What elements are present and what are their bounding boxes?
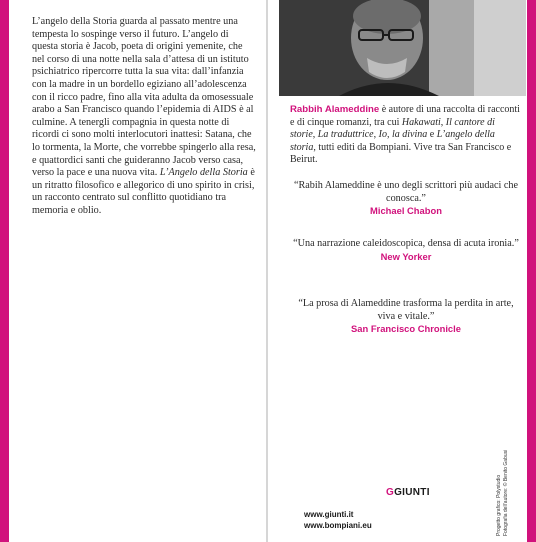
giunti-logo-icon: G	[386, 487, 395, 498]
flap-fold-line	[266, 0, 268, 542]
quote-block	[290, 180, 522, 218]
bio-book-title: Hakawati	[401, 116, 441, 128]
url-giunti[interactable]: www.giunti.it	[304, 510, 354, 519]
right-magenta-border	[527, 0, 536, 542]
quote-source: Michael Chabon	[370, 205, 442, 217]
bio-book-title: La traduttrice	[317, 129, 374, 141]
bio-text: ,	[312, 129, 318, 141]
bio-text: è autore di una raccolta di racconti e di cinque romanzi, tra cui	[290, 104, 520, 128]
credit-photo: Fotografia dell’autore: © Benito Gabusi	[502, 449, 509, 536]
synopsis-ending: è un ritratto filosofico e allegorico di uno spirito in crisi, un racconto centrato sul conflitto quotidiano tra memoria e oblio.	[32, 167, 255, 216]
bio-text: ,	[440, 116, 446, 128]
author-name: Rabbih Alameddine	[290, 104, 380, 115]
synopsis-body: L’angelo della Storia guarda al passato mentre una tempesta lo sospinge verso il futuro. L’angelo di questa storia è Jacob, poeta di origini yemenite, che nel corso di una notte nella sala d’attesa di un istituto psichiatrico ripercorre tutta la sua vita: dall’infanzia con la madre in un bordello egiziano all’adolescenza con il ricco padre, fino alla vita adulta da omosessuale arabo a San Francisco quando l’epidemia di AIDS è al culmine. A tenergli compagnia in questa notte di ricordi ci sono molti interlocutori inattesi: Satana, che lo tormenta, la Morte, che vorrebbe spingerlo alla resa, e quattordici santi che guideranno Jacob verso casa, verso la pace e una nuova vita.	[32, 16, 256, 179]
quote-source: San Francisco Chronicle	[351, 323, 461, 335]
bio-book-title: L’angelo della storia	[290, 129, 495, 153]
bio-text: ,	[373, 129, 379, 141]
url-bompiani[interactable]: www.bompiani.eu	[304, 521, 372, 530]
quote-block	[290, 298, 522, 336]
bio-text: e	[427, 129, 437, 141]
quote-source: New Yorker	[380, 250, 432, 262]
quote-text: “La prosa di Alameddine trasforma la perdita in arte, viva e vitale.”	[298, 298, 514, 322]
credits-vertical	[496, 450, 509, 536]
bio-book-title: Il cantore di storie	[290, 116, 495, 141]
quote-text: “Una narrazione caleidoscopica, densa di acuta ironia.”	[293, 238, 519, 249]
quote-block	[290, 238, 522, 263]
credit-design: Progetto grafico: Polystudio	[496, 474, 502, 536]
bio-book-title: Io, la divina	[378, 129, 428, 141]
left-magenta-border	[0, 0, 9, 542]
synopsis-book-title: L’Angelo della Storia	[159, 167, 248, 179]
quote-text: “Rabih Alameddine è uno degli scrittori più audaci che conosca.”	[293, 180, 519, 204]
publisher-name: GIUNTI	[394, 487, 430, 498]
publisher-logo	[386, 487, 430, 498]
author-bio	[290, 104, 522, 167]
synopsis-text	[32, 16, 256, 218]
publisher-urls	[304, 509, 372, 531]
author-photo	[279, 0, 526, 96]
author-portrait-image	[279, 0, 526, 96]
bio-text: , tutti editi da Bompiani. Vive tra San Francisco e Beirut.	[290, 141, 512, 166]
